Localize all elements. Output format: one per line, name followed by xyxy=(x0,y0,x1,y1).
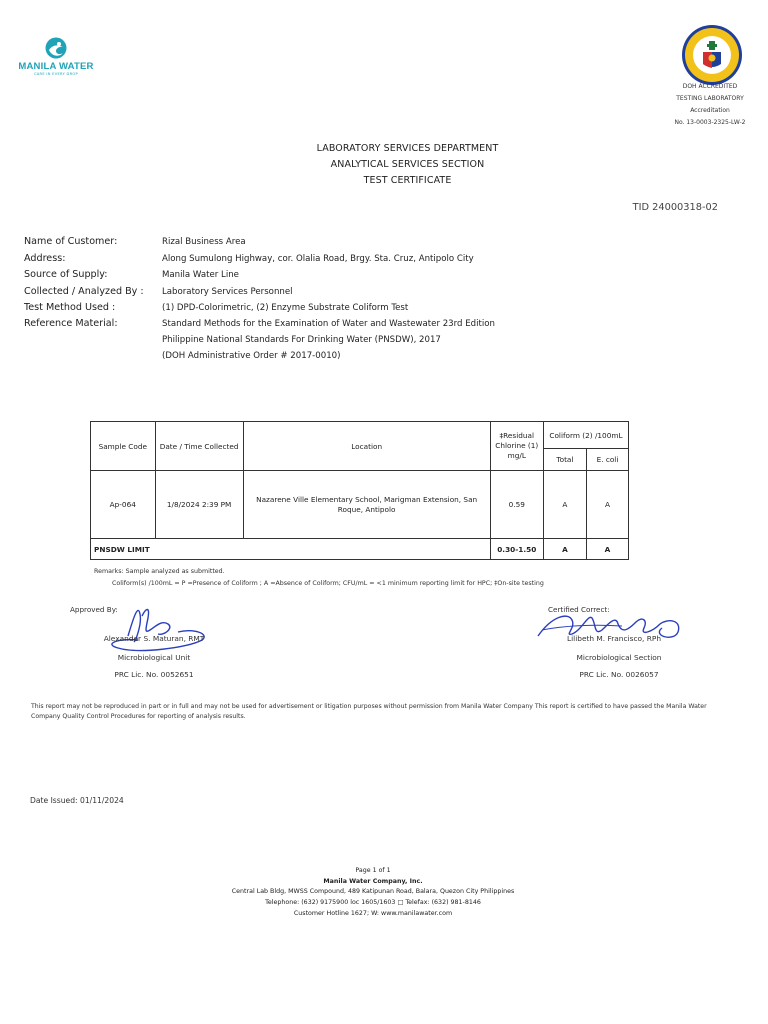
limit-label: PNSDW LIMIT xyxy=(91,539,491,560)
tid-number: TID 24000318-02 xyxy=(632,202,718,213)
source-value: Manila Water Line xyxy=(162,270,239,280)
disclaimer-text: This report may not be reproduced in part or in full and may not be used for advertisement or litigation purposes without permission from Manila Water Company This report is certified to have passed the Manila Water Company Quality Control Procedures for reporting of analysis results. xyxy=(31,703,707,720)
cell-total: A xyxy=(543,471,586,539)
water-drop-icon xyxy=(43,36,69,60)
address-value: Along Sumulong Highway, cor. Olalia Road, Brgy. Sta. Cruz, Antipolo City xyxy=(162,254,474,264)
certificate-title: TEST CERTIFICATE xyxy=(363,175,452,186)
limit-chlorine: 0.30-1.50 xyxy=(490,539,543,560)
cell-location-line-1: Nazarene Ville Elementary School, Marigman Extension, San xyxy=(256,494,478,504)
remarks-line-1: Remarks: Sample analyzed as submitted. xyxy=(94,568,225,575)
certifier-prc: PRC Lic. No. 0026057 xyxy=(579,670,659,679)
footer-page: Page 1 of 1 xyxy=(355,867,391,874)
header-total: Total xyxy=(543,449,586,471)
header-chlorine xyxy=(490,422,543,471)
footer-company: Manila Water Company, Inc. xyxy=(323,878,423,885)
approver-unit: Microbiological Unit xyxy=(117,653,191,662)
accreditation-line-2: TESTING LABORATORY xyxy=(676,95,744,102)
doh-seal xyxy=(681,24,743,86)
approved-label: Approved By: xyxy=(70,605,118,614)
certifier-unit: Microbiological Section xyxy=(576,653,662,662)
source-label: Source of Supply: xyxy=(24,269,108,280)
cell-date-time: 1/8/2024 2:39 PM xyxy=(155,471,243,539)
table-limit-row xyxy=(91,539,629,560)
header-chlorine-line-3: mg/L xyxy=(507,451,526,460)
approver-name: Alexander S. Maturan, RMT xyxy=(103,634,205,643)
header-location: Location xyxy=(243,422,490,471)
limit-total: A xyxy=(543,539,586,560)
method-value: (1) DPD-Colorimetric, (2) Enzyme Substrate Coliform Test xyxy=(162,303,409,313)
remarks-line-2: Coliform(s) /100mL = P =Presence of Coliform ; A =Absence of Coliform; CFU/mL = <1 minimum reporting limit for HPC; ‡On-site testing xyxy=(112,580,544,587)
reference-value-2: Philippine National Standards For Drinking Water (PNSDW), 2017 xyxy=(162,335,441,345)
header-date-time: Date / Time Collected xyxy=(155,422,243,471)
cell-chlorine: 0.59 xyxy=(490,471,543,539)
method-label: Test Method Used : xyxy=(24,302,116,313)
logo-tagline: CARE IN EVERY DROP xyxy=(33,72,79,76)
cell-location-line-2: Roque, Antipolo xyxy=(337,504,396,514)
cell-location xyxy=(243,471,490,539)
reference-label: Reference Material: xyxy=(24,318,118,329)
address-label: Address: xyxy=(24,253,66,264)
header-sample-code: Sample Code xyxy=(91,422,156,471)
footer-address: Central Lab Bldg, MWSS Compound, 489 Katipunan Road, Balara, Quezon City Philippines xyxy=(231,888,515,895)
footer-telephone: Telephone: (632) 9175900 loc 1605/1603 □ Telefax: (632) 981-8146 xyxy=(265,899,481,906)
date-issued: Date Issued: 01/11/2024 xyxy=(30,796,124,805)
collected-label: Collected / Analyzed By : xyxy=(24,286,144,297)
cell-ecoli: A xyxy=(586,471,628,539)
certifier-name: Lilibeth M. Francisco, RPh xyxy=(566,634,661,643)
section-heading: ANALYTICAL SERVICES SECTION xyxy=(330,159,485,170)
collected-value: Laboratory Services Personnel xyxy=(162,287,293,297)
certifier-signature xyxy=(532,606,692,650)
limit-ecoli: A xyxy=(586,539,628,560)
table-header-row xyxy=(91,422,629,449)
logo-wordmark: MANILA WATER xyxy=(18,61,94,72)
header-chlorine-line-2: Chlorine (1) xyxy=(495,441,539,450)
accreditation-line-1: DOH ACCREDITED xyxy=(682,83,738,90)
cell-sample-code: Ap-064 xyxy=(91,471,156,539)
footer-hotline: Customer Hotline 1627; W: www.manilawater.com xyxy=(293,910,453,917)
approver-prc: PRC Lic. No. 0052651 xyxy=(114,670,194,679)
header-chlorine-line-1: ‡Residual xyxy=(499,431,534,440)
certified-label: Certified Correct: xyxy=(548,605,610,614)
company-logo xyxy=(16,36,96,86)
customer-label: Name of Customer: xyxy=(24,236,118,247)
reference-value-3: (DOH Administrative Order # 2017-0010) xyxy=(162,351,341,361)
department-heading: LABORATORY SERVICES DEPARTMENT xyxy=(316,143,499,154)
results-table xyxy=(90,421,629,560)
header-ecoli: E. coli xyxy=(586,449,628,471)
accreditation-line-3: Accreditation xyxy=(690,107,730,114)
reference-value-1: Standard Methods for the Examination of Water and Wastewater 23rd Edition xyxy=(162,319,495,329)
header-coliform: Coliform (2) /100mL xyxy=(543,422,628,449)
accreditation-line-4: No. 13-0003-2325-LW-2 xyxy=(674,119,746,126)
customer-value: Rizal Business Area xyxy=(162,237,246,247)
table-row xyxy=(91,471,629,539)
